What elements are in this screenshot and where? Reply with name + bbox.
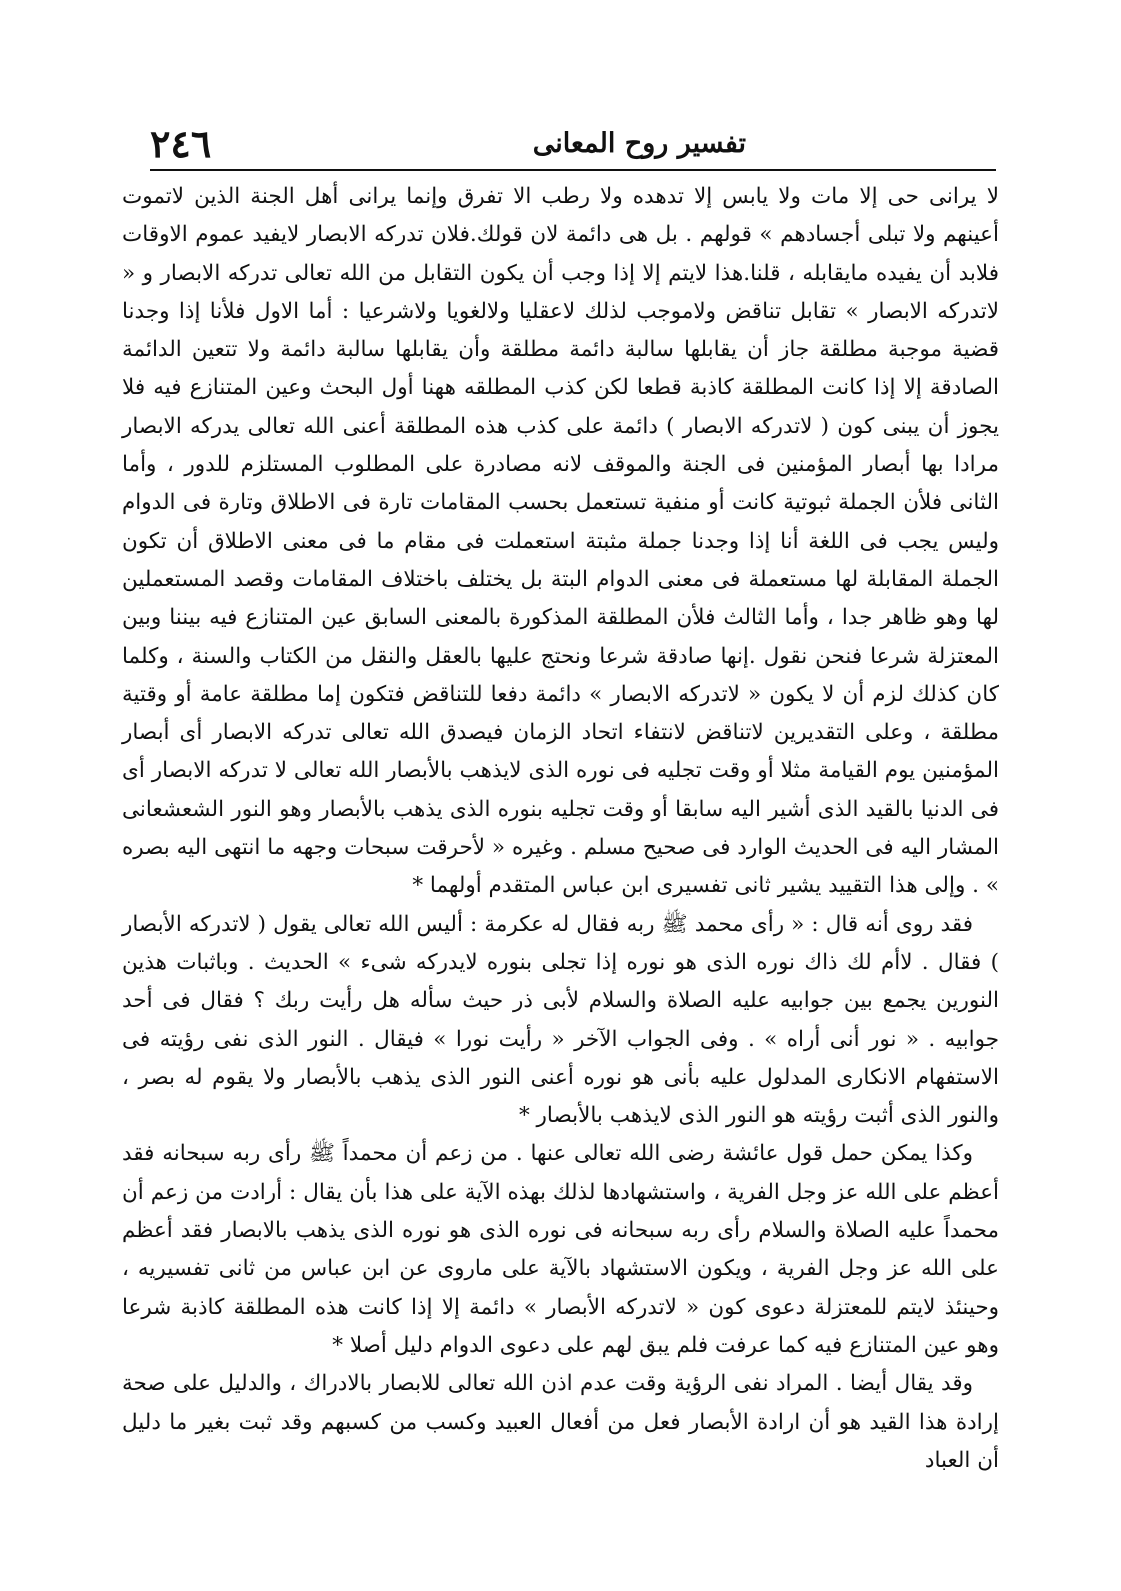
paragraph-3: وكذا يمكن حمل قول عائشة رضى الله تعالى عنها . من زعم أن محمداً ﷺ رأى ربه سبحانه فقد أعظم على الله عز وجل الفرية ، واستشهادها لذلك بهذه الآية على هذا بأن يقال : أرادت من زعم أن محمداً عليه الصلاة والسلام رأى ربه سبحانه فى نوره الذى هو نوره الذى يذهب بالابصار فقد أعظم على الله عز وجل الفرية ، ويكون الاستشهاد بالآية على ماروى عن ابن عباس من ثانى تفسيريه ، وحينئذ لايتم للمعتزلة دعوى كون « لاتدركه الأبصار » دائمة إلا إذا كانت هذه المطلقة كاذبة شرعا وهو عين المتنازع فيه كما عرفت فلم يبق لهم على دعوى الدوام دليل أصلا * [122,1141,999,1358]
running-title: تفسير روح المعانى [532,127,746,159]
paragraph-4: وقد يقال أيضا . المراد نفى الرؤية وقت عدم اذن الله تعالى للابصار بالادراك ، والدليل على صحة إرادة هذا القيد هو أن ارادة الأبصار فعل من أفعال العبيد وكسب من كسبهم وقد ثبت بغير ما دليل أن العباد [122,1371,999,1473]
page-header [150,118,996,168]
page-body [122,178,999,1480]
header-divider [150,169,996,171]
paragraph-2: فقد روى أنه قال : « رأى محمد ﷺ ربه فقال له عكرمة : أليس الله تعالى يقول ( لاتدركه الأبصار ) فقال . لاأم لك ذاك نوره الذى هو نوره إذا تجلى بنوره لايدركه شىء » الحديث . وباثبات هذين النورين يجمع بين جوابيه عليه الصلاة والسلام لأبى ذر حيث سأله هل رأيت ربك ؟ فقال فى أحد جوابيه . « نور أنى أراه » . وفى الجواب الآخر « رأيت نورا » فيقال . النور الذى نفى رؤيته فى الاستفهام الانكارى المدلول عليه بأنى هو نوره أعنى النور الذى يذهب بالأبصار ولا يقوم له بصر ، والنور الذى أثبت رؤيته هو النور الذى لايذهب بالأبصار * [122,911,999,1129]
page-number: ٢٤٦ [150,120,212,166]
paragraph-1: لا يرانى حى إلا مات ولا يابس إلا تدهده ولا رطب الا تفرق وإنما يرانى أهل الجنة الذين لاتموت أعينهم ولا تبلى أجسادهم » قولهم . بل هى دائمة لان قولك.فلان تدركه الابصار لايفيد عموم الاوقات فلابد أن يفيده مايقابله ، قلنا.هذا لايتم إلا إذا وجب أن يكون التقابل من الله تعالى تدركه الابصار و « لاتدركه الابصار » تقابل تناقض ولاموجب لذلك لاعقليا ولالغويا ولاشرعيا : أما الاول فلأنا إذا وجدنا قضية موجبة مطلقة جاز أن يقابلها سالبة دائمة مطلقة وأن يقابلها سالبة دائمة ولا تتعين الدائمة الصادقة إلا إذا كانت المطلقة كاذبة قطعا لكن كذب المطلقه ههنا أول البحث وعين المتنازع فيه فلا يجوز أن يبنى كون ( لاتدركه الابصار ) دائمة على كذب هذه المطلقة أعنى الله تعالى يدركه الابصار مرادا بها أبصار المؤمنين فى الجنة والموقف لانه مصادرة على المطلوب المستلزم للدور ، وأما الثانى فلأن الجملة ثبوتية كانت أو منفية تستعمل بحسب المقامات تارة فى الاطلاق وتارة فى الدوام وليس يجب فى اللغة أنا إذا وجدنا جملة مثبتة استعملت فى مقام ما فى معنى الاطلاق أن تكون الجملة المقابلة لها مستعملة فى معنى الدوام البتة بل يختلف باختلاف المقامات وقصد المستعملين لها وهو ظاهر جدا ، وأما الثالث فلأن المطلقة المذكورة بالمعنى السابق عين المتنازع فيه بيننا وبين المعتزلة شرعا فنحن نقول .إنها صادقة شرعا ونحتج عليها بالعقل والنقل من الكتاب والسنة ، وكلما كان كذلك لزم أن لا يكون « لاتدركه الابصار » دائمة دفعا للتناقض فتكون إما مطلقة عامة أو وقتية مطلقة ، وعلى التقديرين لاتناقض لانتفاء اتحاد الزمان فيصدق الله تعالى تدركه الابصار أى أبصار المؤمنين يوم القيامة مثلا أو وقت تجليه فى نوره الذى لايذهب بالأبصار الله تعالى لا تدركه الابصار أى فى الدنيا بالقيد الذى أشير اليه سابقا أو وقت تجليه بنوره الذى يذهب بالأبصار وهو النور الشعشعانى المشار اليه فى الحديث الوارد فى صحيح مسلم . وغيره « لأحرقت سبحات وجهه ما انتهى اليه بصره » . وإلى هذا التقييد يشير ثانى تفسيرى ابن عباس المتقدم أولهما * [122,184,999,899]
